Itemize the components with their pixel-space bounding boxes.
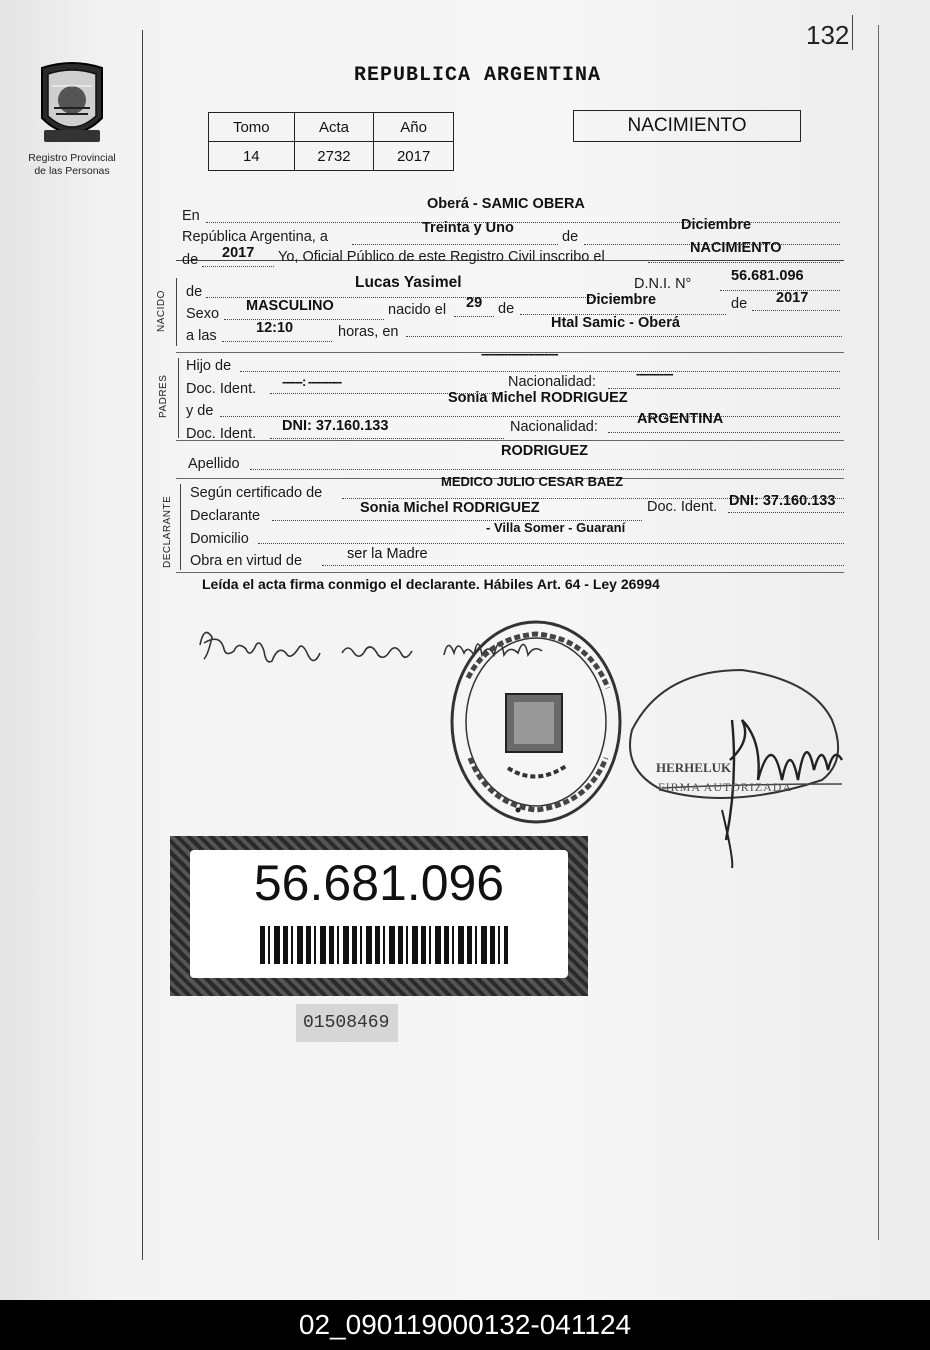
label-segun-certificado: Según certificado de (190, 485, 323, 501)
line-tipo (648, 262, 840, 263)
value-mes: Diciembre (681, 217, 752, 233)
line-domicilio (258, 543, 844, 544)
registry-table (208, 112, 454, 171)
line-anio-nac (752, 310, 840, 311)
line-madre-nac (608, 432, 840, 433)
padres-bar (178, 358, 179, 438)
value-padre: ----------------------- (481, 346, 558, 361)
page-number: 132 (806, 20, 850, 50)
closing-statement: Leída el acta firma conmigo el declarante. Hábiles Art. 64 - Ley 26994 (202, 576, 660, 592)
label-apellido: Apellido (188, 456, 240, 472)
value-padre-doc: ------: ---------- (282, 374, 342, 389)
header-acta: Acta (294, 113, 374, 142)
line-madre (220, 416, 840, 417)
value-madre-nac: ARGENTINA (637, 411, 724, 427)
value-hora: 12:10 (256, 320, 294, 336)
line-dia-nac (454, 316, 494, 317)
line-sexo (224, 319, 384, 320)
line-declarante-doc (728, 512, 844, 513)
value-anio: 2017 (374, 142, 454, 171)
line-lugar-nac (406, 336, 842, 337)
province-logo (34, 58, 110, 150)
value-tomo: 14 (209, 142, 295, 171)
side-label-declarante: DECLARANTE (162, 495, 173, 568)
value-certificado: MEDICO JULIO CESAR BAEZ (441, 474, 624, 489)
label-nacido-el: nacido el (388, 302, 447, 318)
line-dia (352, 244, 558, 245)
label-yo-oficial: Yo, Oficial Público de este Registro Civil inscribo el (278, 249, 605, 265)
value-madre: Sonia Michel RODRIGUEZ (448, 390, 628, 406)
value-dia-nac: 29 (466, 295, 483, 311)
label-a-las: a las (186, 328, 217, 344)
label-de2: de (182, 252, 199, 268)
nacido-bar (176, 278, 177, 346)
label-horas-en: horas, en (338, 324, 399, 340)
right-margin-line (878, 25, 879, 1240)
value-declarante-doc: DNI: 37.160.133 (729, 493, 836, 509)
label-nacionalidad1: Nacionalidad: (508, 374, 596, 390)
label-doc-ident3: Doc. Ident. (647, 499, 718, 515)
line-apellido (250, 469, 844, 470)
label-y-de: y de (186, 403, 214, 419)
label-de5: de (731, 296, 748, 312)
document-title: REPUBLICA ARGENTINA (354, 64, 602, 87)
official-stamp (448, 618, 624, 826)
top-tick-line (852, 15, 853, 50)
value-dni: 56.681.096 (731, 268, 804, 284)
label-domicilio: Domicilio (190, 531, 249, 547)
declarante-bar (180, 484, 181, 570)
section-divider-padres (176, 440, 844, 441)
label-dni: D.N.I. N° (634, 276, 692, 292)
label-declarante: Declarante (190, 508, 261, 524)
value-acta: 2732 (294, 142, 374, 171)
label-de3: de (186, 284, 203, 300)
label-de1: de (562, 229, 579, 245)
agency-line1: Registro Provincial (28, 152, 116, 164)
value-dia-texto: Treinta y Uno (422, 220, 514, 236)
official-title: FIRMA AUTORIZADA (658, 780, 793, 794)
label-doc-ident2: Doc. Ident. (186, 426, 257, 442)
line-padre-nac (608, 388, 840, 389)
label-de4: de (498, 301, 515, 317)
barcode-number: 56.681.096 (253, 855, 505, 911)
agency-name (0, 152, 144, 178)
value-mes-nac: Diciembre (586, 292, 657, 308)
label-en: En (182, 208, 200, 224)
value-tipo: NACIMIENTO (690, 240, 782, 256)
value-declarante: Sonia Michel RODRIGUEZ (360, 500, 540, 516)
value-lugar-nac: Htal Samic - Oberá (551, 315, 680, 331)
side-label-nacido: NACIDO (156, 290, 167, 332)
value-sexo: MASCULINO (246, 298, 334, 314)
value-madre-doc: DNI: 37.160.133 (282, 418, 389, 434)
value-anio-nac: 2017 (776, 290, 809, 306)
value-lugar: Oberá - SAMIC OBERA (427, 196, 585, 212)
doc-type-box: NACIMIENTO (573, 110, 801, 142)
line-obra (322, 565, 844, 566)
value-nombre: Lucas Yasimel (355, 274, 462, 291)
side-label-padres: PADRES (158, 374, 169, 418)
header-tomo: Tomo (209, 113, 295, 142)
section-divider-declarante (176, 572, 844, 573)
left-margin-line (142, 30, 143, 1260)
label-doc-ident1: Doc. Ident. (186, 381, 257, 397)
label-nacionalidad2: Nacionalidad: (510, 419, 598, 435)
agency-line2: de las Personas (34, 165, 110, 177)
label-republica: República Argentina, a (182, 229, 328, 245)
line-madre-doc (270, 438, 504, 439)
label-hijo-de: Hijo de (186, 358, 232, 374)
value-anio: 2017 (222, 245, 255, 261)
official-name: HERHELUK (656, 760, 732, 775)
barcode-label (170, 836, 588, 996)
line-hora (222, 341, 332, 342)
footer-code: 02_090119000132-041124 (0, 1300, 930, 1350)
line-anio (202, 266, 274, 267)
serial-number: 01508469 (303, 1013, 390, 1033)
value-padre-nac: ----------- (636, 366, 673, 381)
barcode-bars (260, 926, 508, 964)
header-anio: Año (374, 113, 454, 142)
line-padre (240, 371, 840, 372)
label-obra-en-virtud: Obra en virtud de (190, 553, 303, 569)
value-domicilio: - Villa Somer - Guaraní (486, 520, 626, 535)
label-sexo: Sexo (186, 306, 220, 322)
value-apellido: RODRIGUEZ (501, 443, 588, 459)
value-obra: ser la Madre (347, 546, 428, 562)
